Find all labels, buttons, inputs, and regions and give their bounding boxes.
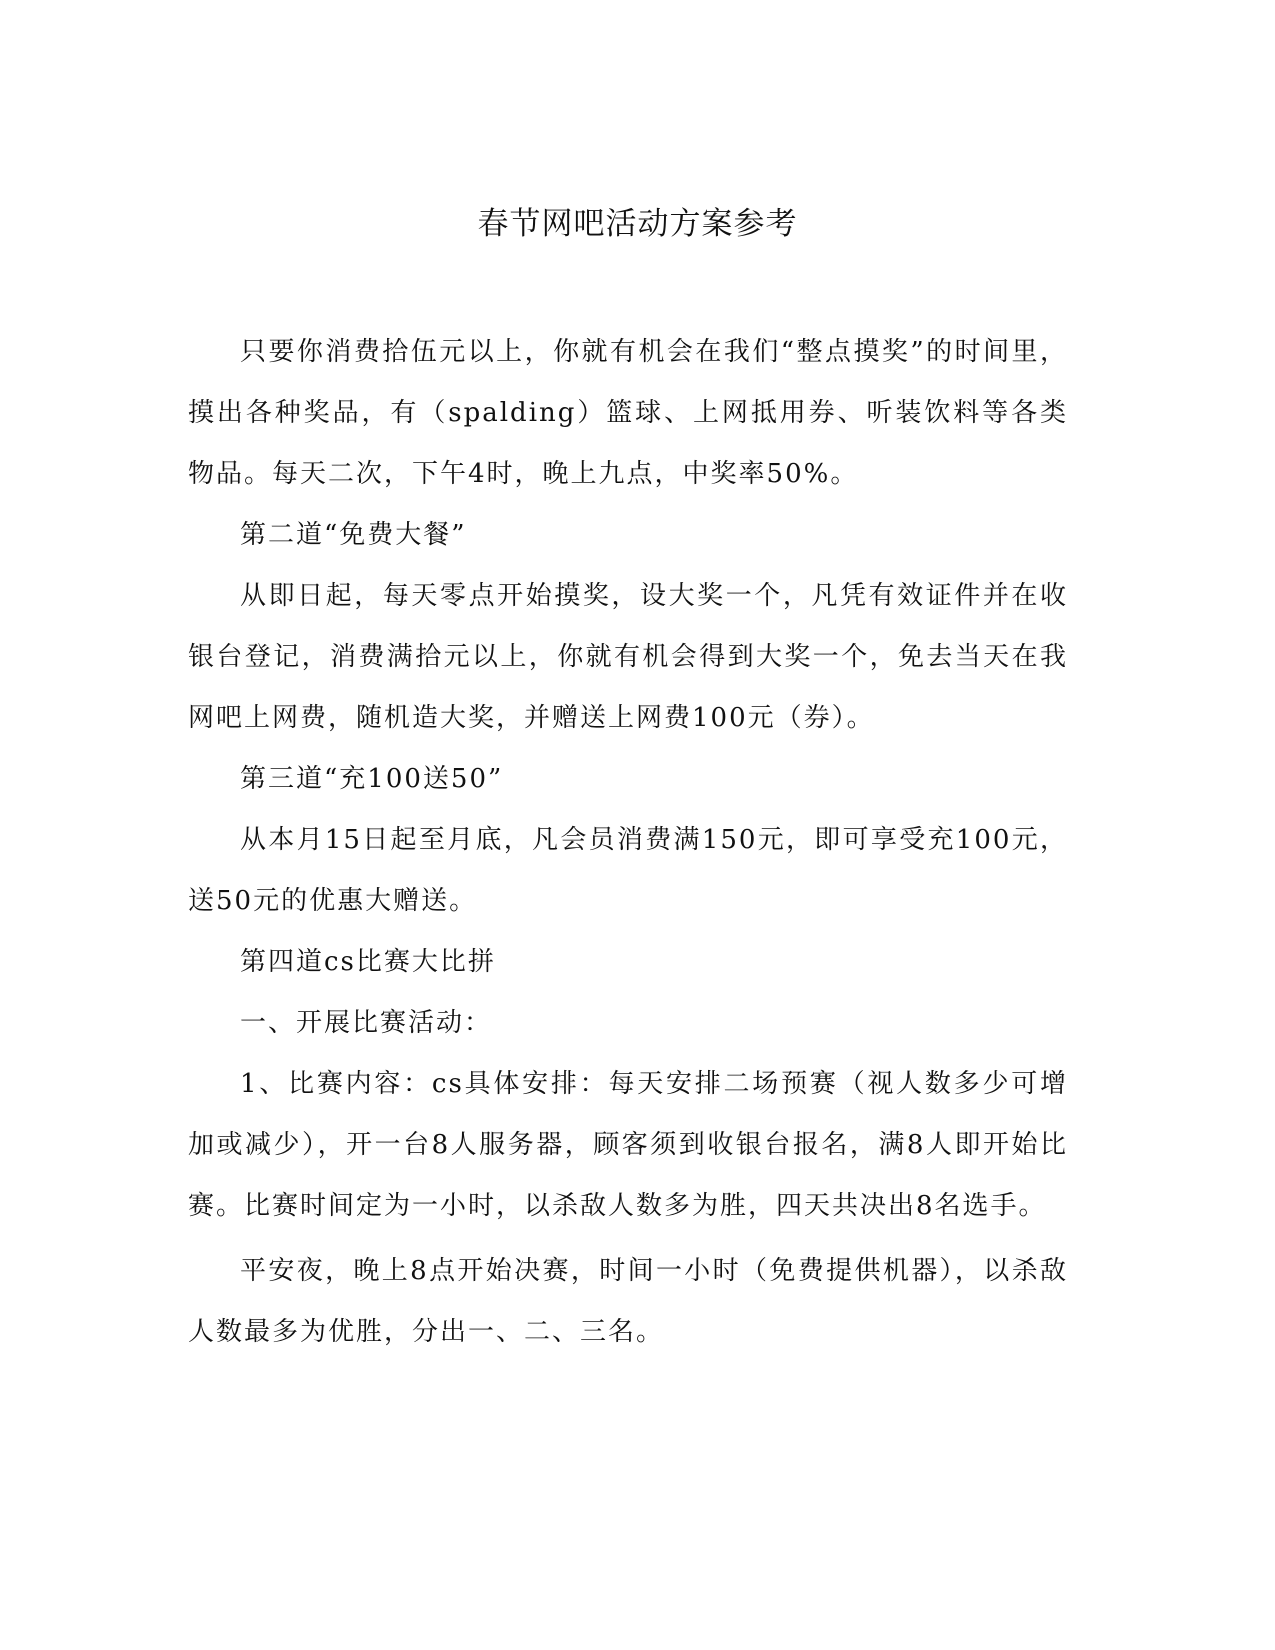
heading-free-meal: 第二道“免费大餐” bbox=[240, 520, 467, 550]
paragraph-free-meal: 从即日起，每天零点开始摸奖，设大奖一个，凡凭有效证件并在收银台登记，消费满拾元以上，你就有机会得到大奖一个，免去当天在我网吧上网费，随机造大奖，并赠送上网费100元（券）。 bbox=[188, 581, 1068, 733]
document-body bbox=[188, 322, 1068, 1363]
paragraph-prize-draw: 只要你消费拾伍元以上，你就有机会在我们“整点摸奖”的时间里，摸出各种奖品，有（spalding）篮球、上网抵用券、听装饮料等各类物品。每天二次，下午4时，晚上九点，中奖率50%。 bbox=[188, 337, 1068, 489]
heading-recharge-bonus: 第三道“充100送50” bbox=[240, 764, 504, 794]
heading-cs-competition: 第四道cs比赛大比拼 bbox=[240, 947, 496, 977]
paragraph-final-match: 平安夜，晚上8点开始决赛，时间一小时（免费提供机器），以杀敌人数最多为优胜，分出一、二、三名。 bbox=[188, 1256, 1068, 1347]
paragraph-recharge-bonus: 从本月15日起至月底，凡会员消费满150元，即可享受充100元，送50元的优惠大赠送。 bbox=[188, 825, 1068, 916]
subheading-competition-activity: 一、开展比赛活动： bbox=[240, 1008, 493, 1038]
paragraph-competition-content: 1、比赛内容：cs具体安排：每天安排二场预赛（视人数多少可增加或减少），开一台8人服务器，顾客须到收银台报名，满8人即开始比赛。比赛时间定为一小时，以杀敌人数多为胜，四天共决出8名选手。 bbox=[188, 1069, 1068, 1221]
document-title: 春节网吧活动方案参考 bbox=[477, 206, 798, 242]
